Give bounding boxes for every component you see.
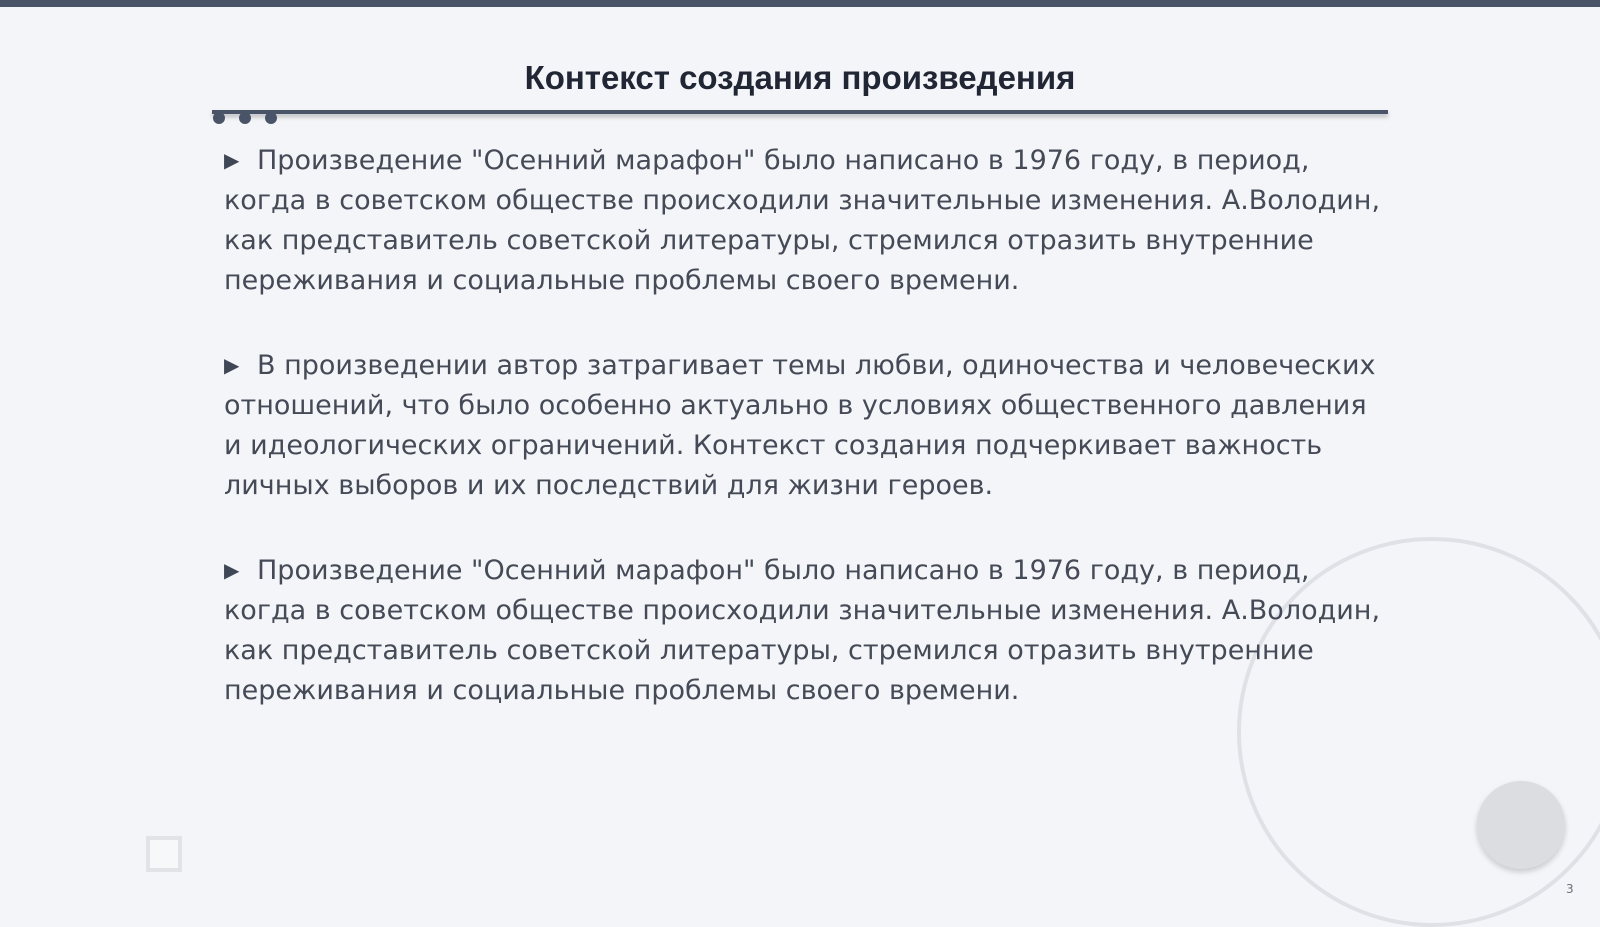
slide-title: Контекст создания произведения — [524, 59, 1076, 96]
bullet-triangle-icon: ▶ — [224, 353, 240, 377]
underline-dot-1 — [213, 112, 225, 124]
underline-dot-2 — [239, 112, 251, 124]
underline-dot-3 — [265, 112, 277, 124]
decorative-dot — [1477, 781, 1565, 869]
paragraph-1 — [224, 140, 1386, 301]
decorative-square — [146, 836, 182, 872]
paragraph-3 — [224, 550, 1386, 711]
title-underline — [212, 110, 1388, 114]
page-number: 3 — [1566, 882, 1574, 896]
paragraph-2 — [224, 345, 1386, 506]
paragraph-text: Произведение "Осенний марафон" было написано в 1976 году, в период, когда в советском обществе происходили значительные изменения. А.Володин, как представитель советской литературы, стремился отразить внутренние переживания и социальные проблемы своего времени. — [224, 145, 1381, 296]
top-accent-bar — [0, 0, 1600, 7]
bullet-triangle-icon: ▶ — [224, 148, 240, 172]
slide-body — [224, 140, 1386, 755]
paragraph-text: В произведении автор затрагивает темы любви, одиночества и человеческих отношений, что было особенно актуально в условиях общественного давления и идеологических ограничений. Контекст создания подчеркивает важность личных выборов и их последствий для жизни героев. — [224, 350, 1376, 501]
bullet-triangle-icon: ▶ — [224, 558, 240, 582]
paragraph-text: Произведение "Осенний марафон" было написано в 1976 году, в период, когда в советском обществе происходили значительные изменения. А.Володин, как представитель советской литературы, стремился отразить внутренние переживания и социальные проблемы своего времени. — [224, 555, 1381, 706]
